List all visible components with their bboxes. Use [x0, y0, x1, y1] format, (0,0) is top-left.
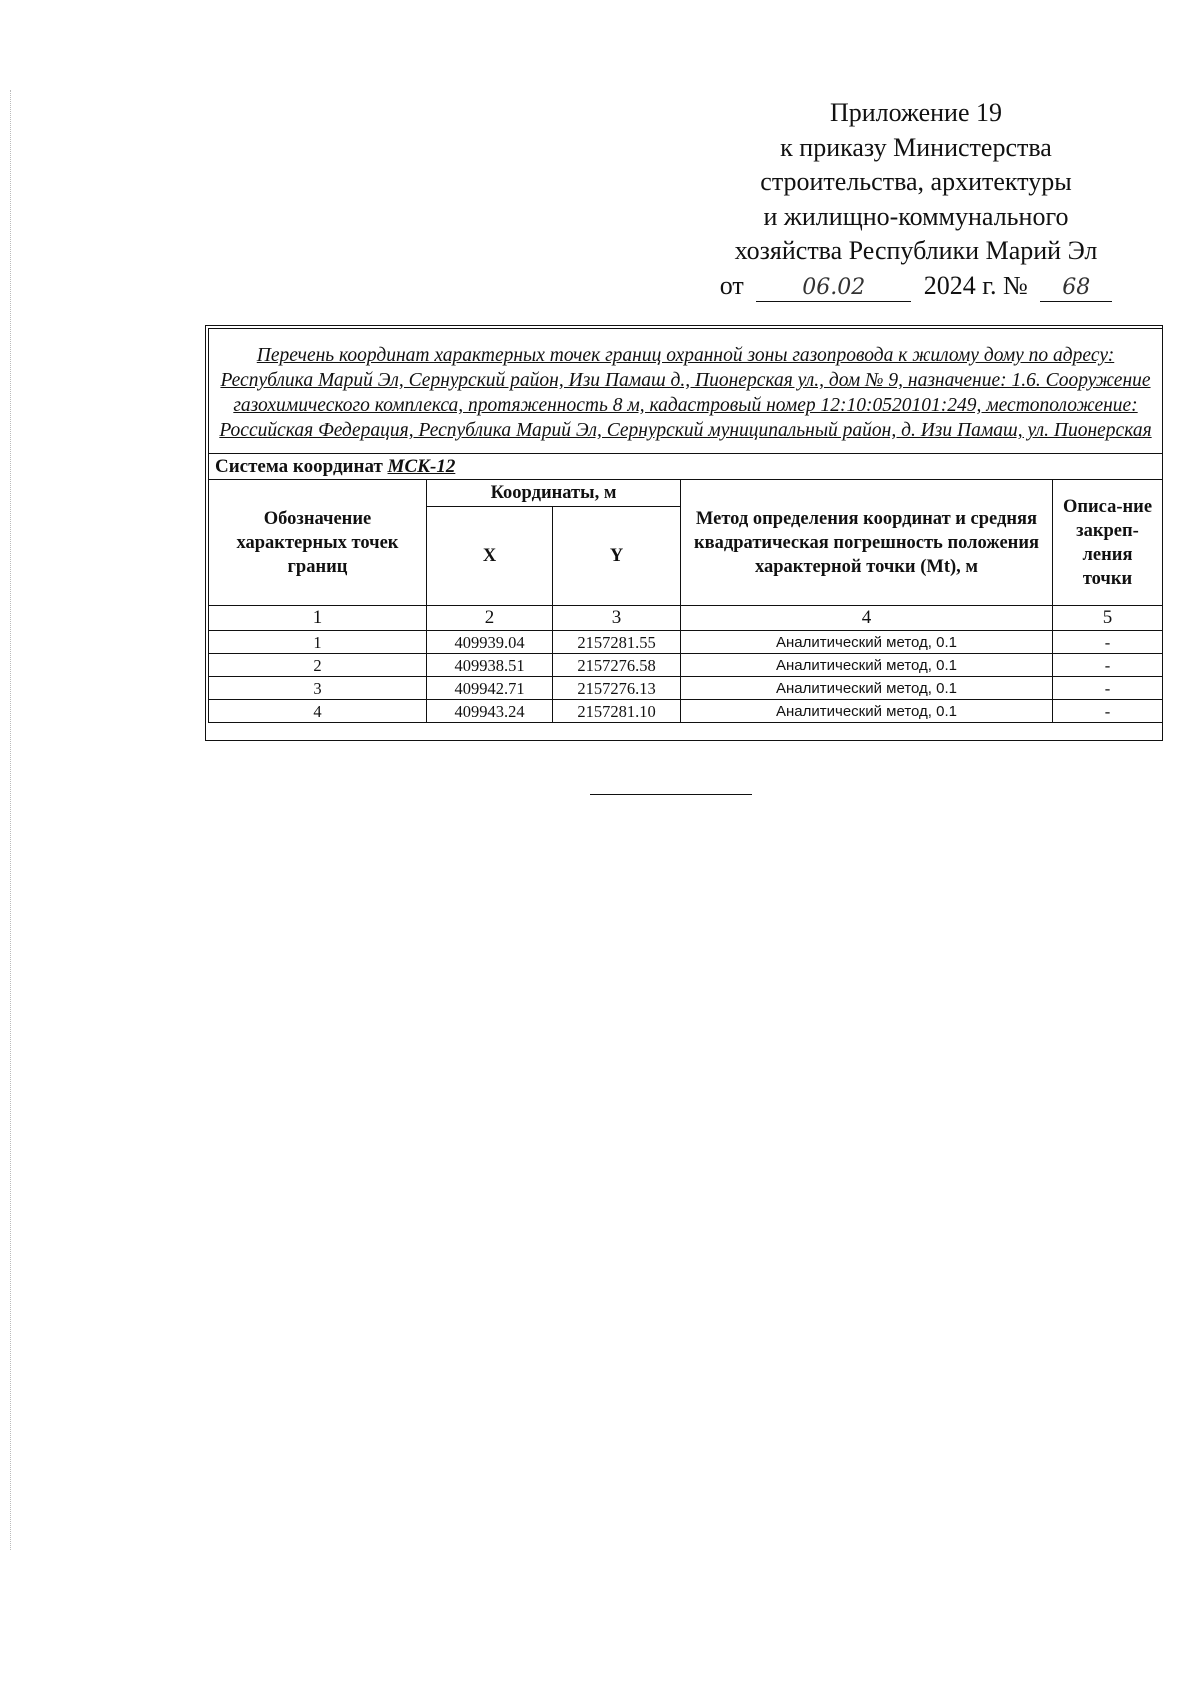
coordinate-system-name: МСК-12 [387, 456, 456, 477]
column-number: 1 [209, 606, 427, 631]
point-id: 4 [209, 700, 427, 723]
point-description: - [1053, 654, 1163, 677]
table-title: Перечень координат характерных точек границ охранной зоны газопровода к жилому дому по адресу: Республика Марий Эл, Сернурский район, Изи Памаш д., Пионерская ул., дом № 9, назначение: 1.6. Сооружение газохимического комплекса, протяженность 8 м, кадастровый номер 12:10:0520101:249, местоположение: Российская Федерация, Республика Марий Эл, Сернурский муниципальный район, д. Изи Памаш, ул. Пионерская [209, 329, 1163, 454]
point-description: - [1053, 677, 1163, 700]
coord-x: 409943.24 [427, 700, 553, 723]
point-description: - [1053, 631, 1163, 654]
header-line-1: Приложение 19 [829, 98, 1003, 127]
from-label: от [719, 270, 744, 300]
header-line-5: хозяйства Республики Марий Эл [734, 236, 1098, 265]
coordinates-table [208, 328, 1163, 723]
point-id: 1 [209, 631, 427, 654]
header-coordinates: Координаты, м [427, 480, 681, 507]
header-line-2: к приказу Министерства [780, 132, 1052, 162]
point-description: - [1053, 700, 1163, 723]
coordinate-system-row [209, 454, 1163, 480]
header-y: Y [553, 507, 681, 606]
appendix-header [716, 96, 1116, 303]
header-x: X [427, 507, 553, 606]
column-number: 4 [681, 606, 1053, 631]
coord-x: 409942.71 [427, 677, 553, 700]
order-date-line [716, 269, 1116, 304]
column-number: 2 [427, 606, 553, 631]
point-id: 2 [209, 654, 427, 677]
handwritten-order-number: 68 [1040, 275, 1112, 302]
point-id: 3 [209, 677, 427, 700]
column-number: 3 [553, 606, 681, 631]
table-row [209, 631, 1163, 654]
scan-margin-marks [10, 90, 12, 1550]
coordinate-system-label: Система координат [215, 456, 388, 477]
year-number-label: 2024 г. № [923, 270, 1028, 300]
method: Аналитический метод, 0.1 [681, 654, 1053, 677]
table-row [209, 677, 1163, 700]
header-method: Метод определения координат и средняя квадратическая погрешность положения характерной точки (Mt), м [681, 480, 1053, 606]
column-number-row [209, 606, 1163, 631]
table-row [209, 700, 1163, 723]
header-designation: Обозначение характерных точек границ [209, 480, 427, 606]
column-number: 5 [1053, 606, 1163, 631]
method: Аналитический метод, 0.1 [681, 631, 1053, 654]
coord-x: 409939.04 [427, 631, 553, 654]
coord-y: 2157281.10 [553, 700, 681, 723]
coord-y: 2157276.58 [553, 654, 681, 677]
coord-x: 409938.51 [427, 654, 553, 677]
end-separator-line [590, 794, 752, 795]
coord-y: 2157276.13 [553, 677, 681, 700]
header-line-4: и жилищно-коммунального [763, 201, 1069, 231]
method: Аналитический метод, 0.1 [681, 700, 1053, 723]
method: Аналитический метод, 0.1 [681, 677, 1053, 700]
handwritten-date: 06.02 [756, 275, 911, 302]
header-line-3: строительства, архитектуры [760, 167, 1072, 196]
header-description: Описа-ние закреп-ления точки [1053, 480, 1163, 606]
coord-y: 2157281.55 [553, 631, 681, 654]
table-row [209, 654, 1163, 677]
